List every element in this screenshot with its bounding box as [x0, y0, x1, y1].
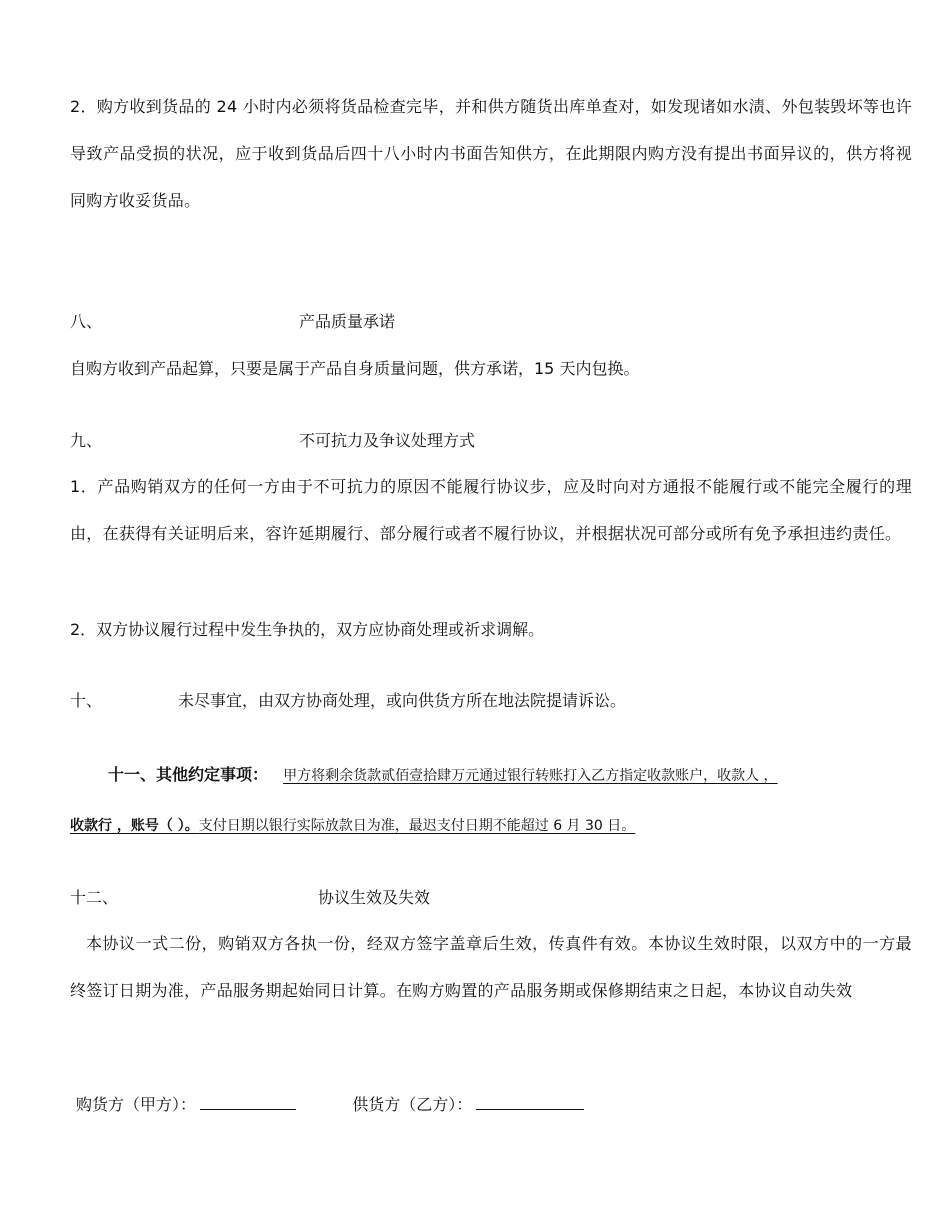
- section9-item2: 2．双方协议履行过程中发生争执的，双方应协商处理或祈求调解。: [70, 620, 545, 639]
- section9-title: 不可抗力及争议处理方式: [299, 431, 476, 450]
- section11-terms-line1: 甲方将剩余货款贰佰壹拾肆万元通过银行转账打入乙方指定收款账户，收款人 ，: [283, 768, 778, 784]
- section9-item1: 1．产品购销双方的任何一方由于不可抗力的原因不能履行协议步，应及时向对方通报不能履行或不能完全履行的理由，在获得有关证明后来，容许延期履行、部分履行或者不履行协议，并根据状况可部分或所有免予承担违约责任。: [70, 477, 912, 543]
- section11-account-info: 收款行 ，账号（ ）。: [70, 818, 199, 834]
- section12-number: 十二、: [70, 888, 119, 907]
- supplier-signature-blank: [476, 1108, 584, 1110]
- buyer-signature-blank: [200, 1108, 296, 1110]
- section7-item2: 2．购方收到货品的 24 小时内必须将货品检查完毕，并和供方随货出库单查对，如发现诸如水渍、外包装毁坏等也许导致产品受损的状况，应于收到货品后四十八小时内书面告知供方，在此期限内购方没有提出书面异议的，供方将视同购方收妥货品。: [70, 97, 912, 210]
- signature-row: [76, 1092, 584, 1115]
- section8-number: 八、: [70, 312, 103, 331]
- section11-line1: [108, 762, 778, 785]
- section11-payment-date: 支付日期以银行实际放款日为准，最迟支付日期不能超过 6 月 30 日。: [198, 818, 636, 834]
- section9-number: 九、: [70, 431, 103, 450]
- supplier-label: 供货方（乙方）：: [352, 1095, 473, 1114]
- section12-body: 本协议一式二份，购销双方各执一份，经双方签字盖章后生效，传真件有效。本协议生效时限，以双方中的一方最终签订日期为准，产品服务期起始同日计算。在购方购置的产品服务期或保修期结束之日起，本协议自动失效: [70, 934, 912, 1000]
- section11-heading: 十一、其他约定事项：: [108, 765, 269, 784]
- section8-body: 自购方收到产品起算，只要是属于产品自身质量问题，供方承诺，15 天内包换。: [70, 359, 640, 378]
- section12-title: 协议生效及失效: [318, 888, 431, 907]
- section10-body: 未尽事宜，由双方协商处理，或向供货方所在地法院提请诉讼。: [178, 691, 627, 710]
- section10-number: 十、: [70, 691, 103, 710]
- buyer-label: 购货方（甲方）：: [76, 1095, 197, 1114]
- section8-title: 产品质量承诺: [299, 312, 396, 331]
- section11-line2: [70, 815, 635, 835]
